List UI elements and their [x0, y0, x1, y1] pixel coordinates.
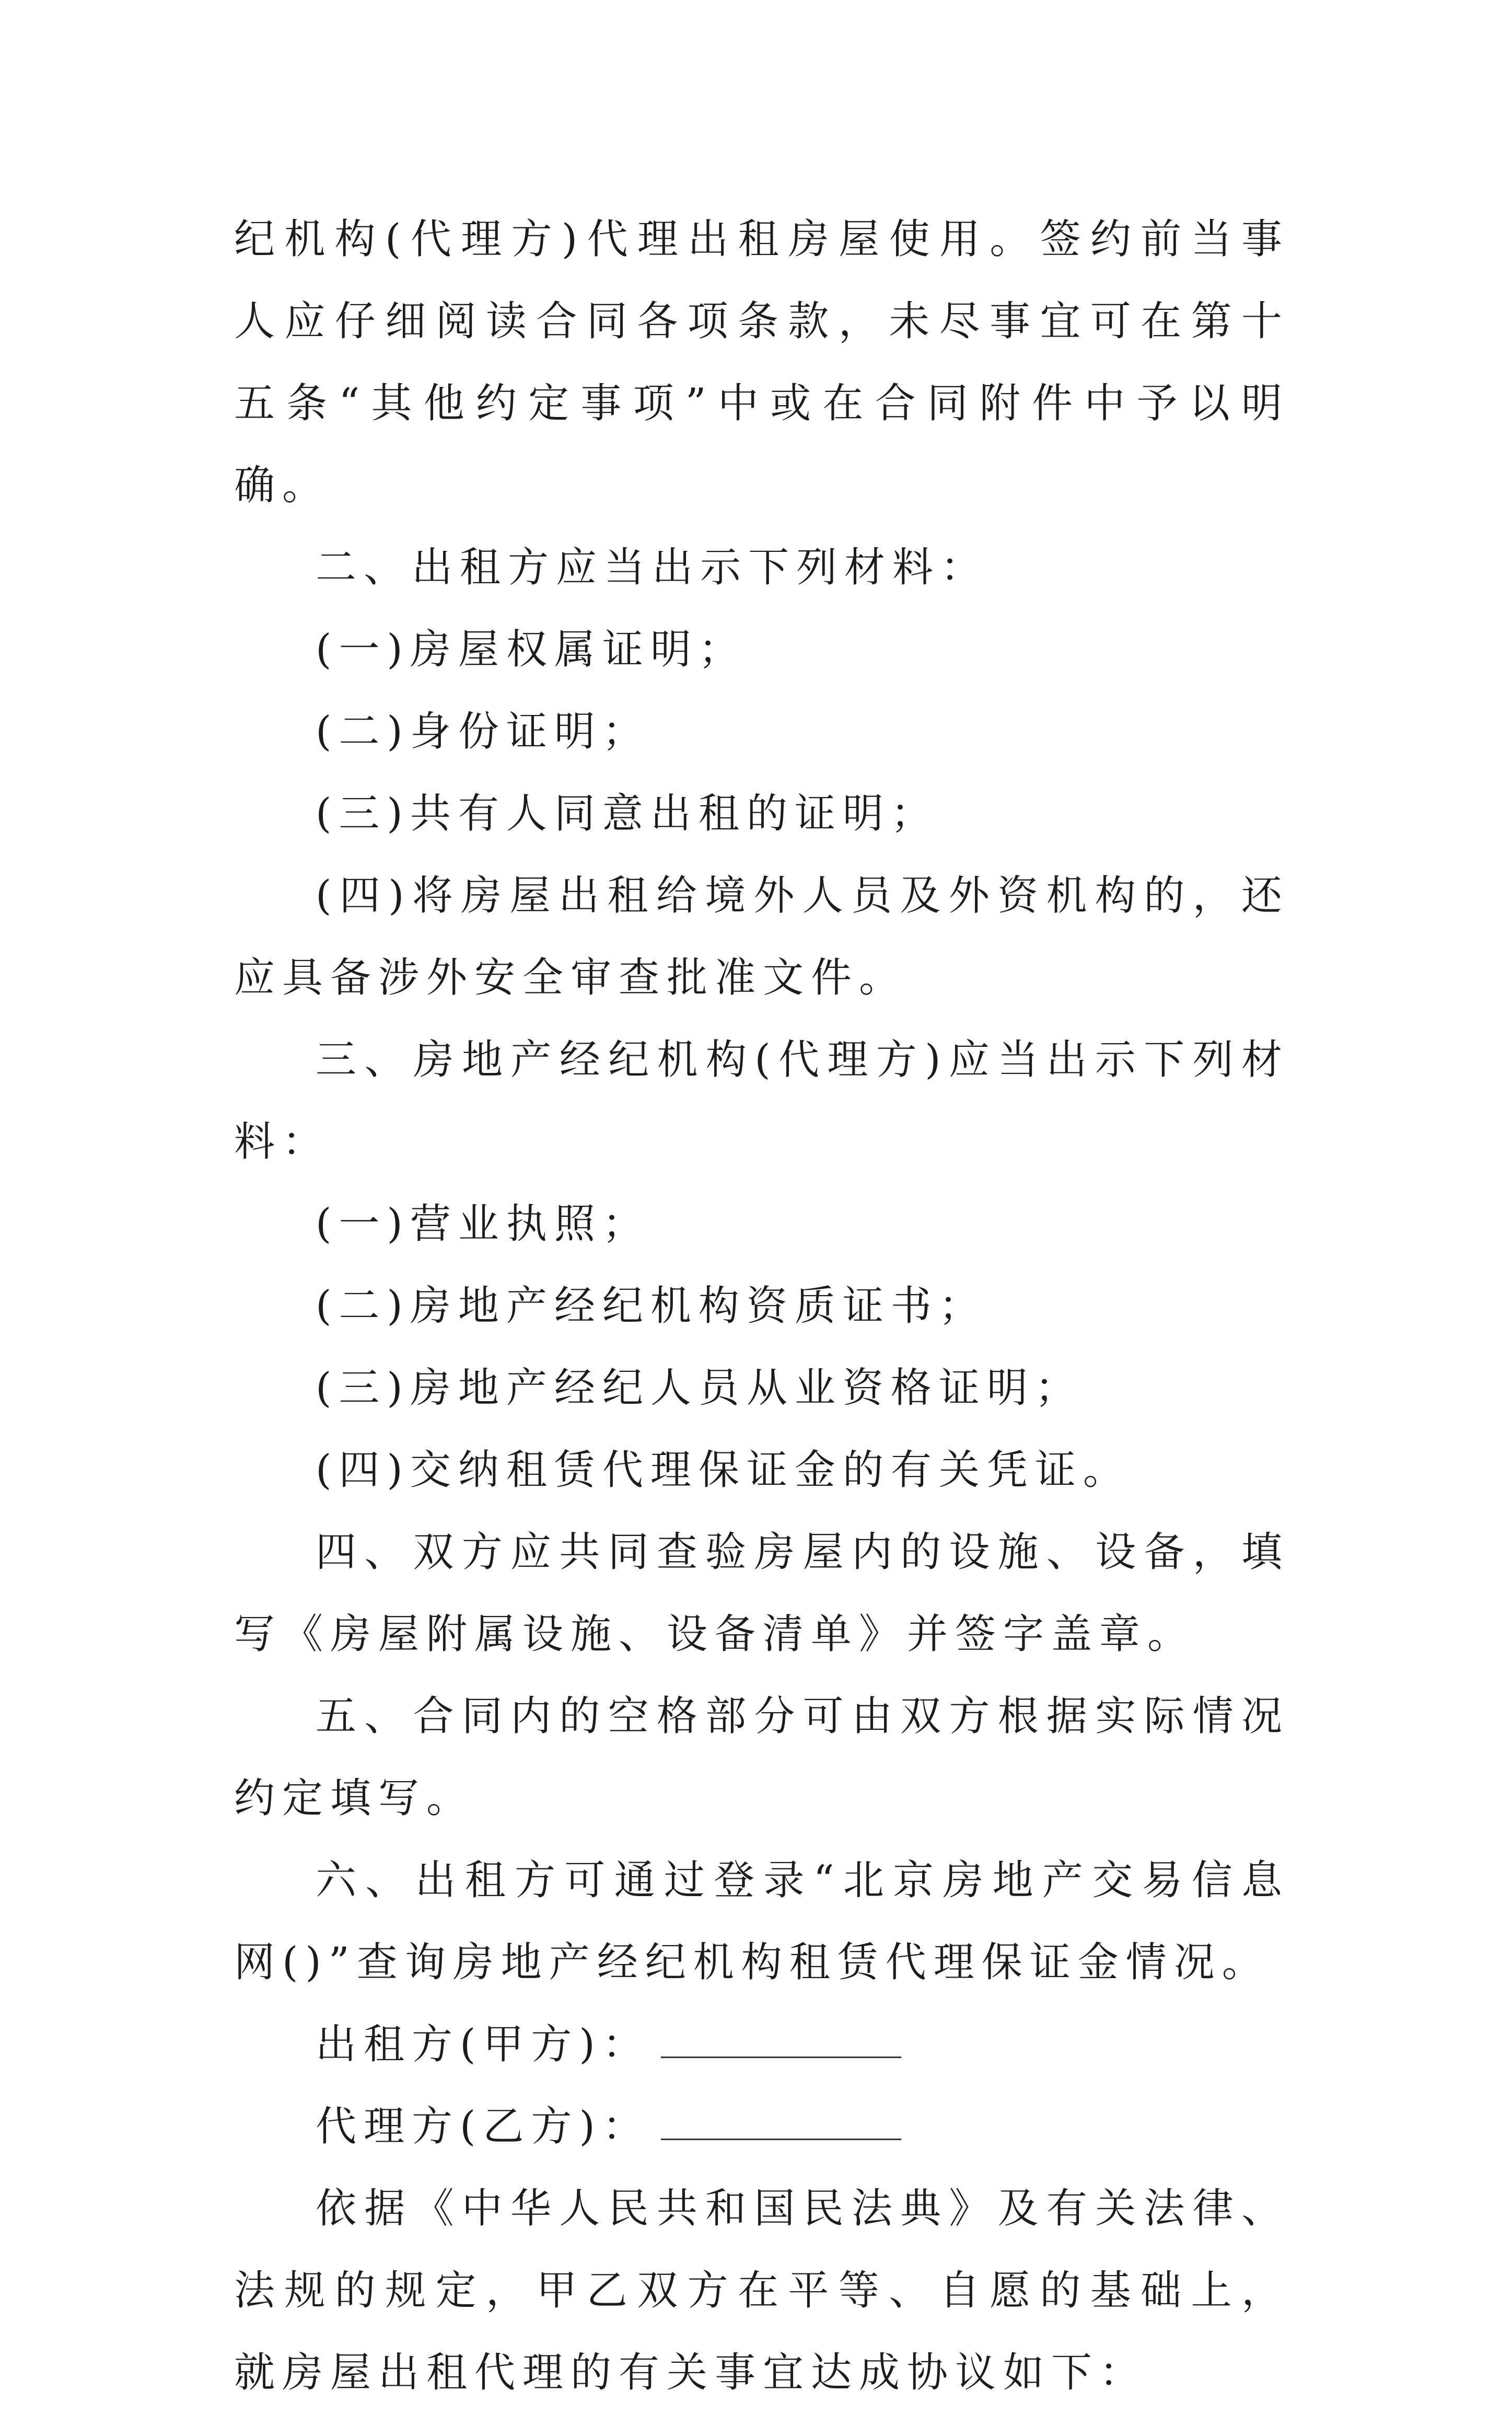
party-a-label: 出租方(甲方)：	[316, 2021, 650, 2068]
section3-item: (四)交纳租赁代理保证金的有关凭证。	[316, 1447, 1131, 1494]
party-a-blank-field[interactable]	[661, 2025, 901, 2058]
closing-paragraph: 依据《中华人民共和国民法典》及有关法律、法规的规定，甲乙双方在平等、自愿的基础上，就房屋出租代理的有关事宜达成协议如下：	[234, 2185, 1289, 2396]
intro-paragraph: 纪机构(代理方)代理出租房屋使用。签约前当事人应仔细阅读合同各项条款，未尽事宜可在第十五条“其他约定事项”中或在合同附件中予以明确。	[234, 216, 1289, 509]
section3-item: (一)营业执照；	[316, 1200, 650, 1248]
section2-item: (三)共有人同意出租的证明；	[316, 790, 939, 837]
section5-paragraph: 五、合同内的空格部分可由双方根据实际情况约定填写。	[234, 1693, 1289, 1822]
section2-item: (二)身份证明；	[316, 708, 650, 755]
party-a-signature-line	[234, 2004, 1289, 2086]
section4-paragraph: 四、双方应共同查验房屋内的设施、设备，填写《房屋附属设施、设备清单》并签字盖章。	[234, 1529, 1289, 1658]
party-b-signature-line	[234, 2086, 1289, 2168]
section2-heading: 二、出租方应当出示下列材料：	[316, 544, 989, 591]
section3-item: (三)房地产经纪人员从业资格证明；	[316, 1365, 1083, 1412]
contract-body	[234, 199, 1289, 2414]
section3-heading: 三、房地产经纪机构(代理方)应当出示下列材料：	[234, 1036, 1289, 1165]
section3-item: (二)房地产经纪机构资质证书；	[316, 1283, 987, 1330]
section2-item: (四)将房屋出租给境外人员及外资机构的，还应具备涉外安全审查批准文件。	[234, 872, 1289, 1001]
party-b-label: 代理方(乙方)：	[316, 2103, 650, 2150]
section2-item: (一)房屋权属证明；	[316, 626, 747, 673]
party-b-blank-field[interactable]	[661, 2107, 901, 2140]
section6-paragraph: 六、出租方可通过登录“北京房地产交易信息网()”查询房地产经纪机构租赁代理保证金情况。	[234, 1857, 1289, 1986]
